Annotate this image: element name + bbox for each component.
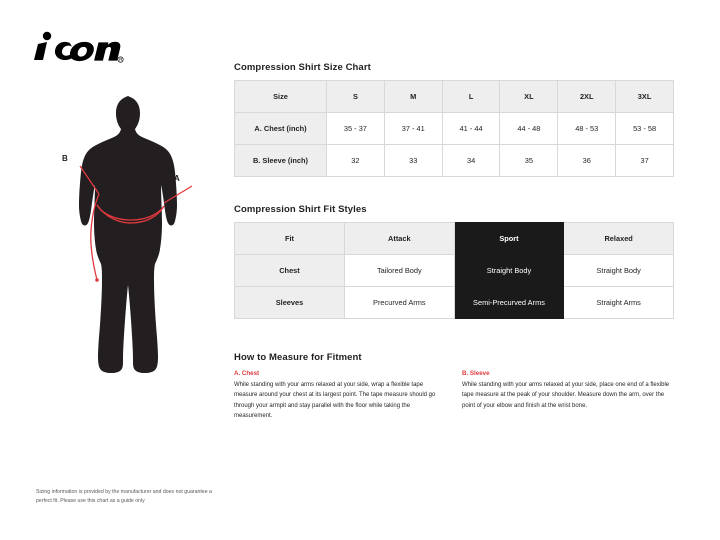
callout-label-a: A <box>174 174 180 183</box>
chest-value-s: 35 - 37 <box>327 113 385 145</box>
fit-col-header-attack: Attack <box>345 223 455 255</box>
fit-col-header-fit: Fit <box>235 223 345 255</box>
sleeve-end-point <box>95 278 99 282</box>
sleeve-value-s: 32 <box>327 145 385 177</box>
chest-value-3xl: 53 - 58 <box>616 113 674 145</box>
how-chest-heading: A. Chest <box>234 370 260 377</box>
how-sleeve-heading: B. Sleeve <box>462 370 490 377</box>
how-to-measure-section <box>234 352 674 421</box>
chest-fit-sport: Straight Body <box>454 255 564 287</box>
fit-styles-title: Compression Shirt Fit Styles <box>234 204 367 215</box>
sleeve-value-3xl: 37 <box>616 145 674 177</box>
sleeve-value-2xl: 36 <box>558 145 616 177</box>
size-col-header-l: L <box>442 81 500 113</box>
body-silhouette <box>79 96 177 373</box>
sleeves-fit-sport: Semi-Precurved Arms <box>454 287 564 319</box>
table-row <box>235 113 674 145</box>
how-sleeve-text: While standing with your arms relaxed at your side, place one end of a flexible tape measure at the peak of your shoulder. Measure down the arm, over the point of your elbow and finish at the wrist bone. <box>462 382 670 409</box>
how-to-measure-columns <box>234 370 674 421</box>
row-label-chest-fit: Chest <box>235 255 345 287</box>
chest-value-l: 41 - 44 <box>442 113 500 145</box>
size-col-header-2xl: 2XL <box>558 81 616 113</box>
fit-styles-section <box>234 204 674 319</box>
chest-fit-relaxed: Straight Body <box>564 255 674 287</box>
size-col-header-m: M <box>384 81 442 113</box>
chest-value-xl: 44 - 48 <box>500 113 558 145</box>
fit-col-header-relaxed: Relaxed <box>564 223 674 255</box>
size-col-header-xl: XL <box>500 81 558 113</box>
sleeve-value-m: 33 <box>384 145 442 177</box>
size-chart-table <box>234 80 674 177</box>
left-illustration-column <box>0 0 230 540</box>
size-col-header-size: Size <box>235 81 327 113</box>
size-chart-section <box>234 62 674 177</box>
size-col-header-s: S <box>327 81 385 113</box>
how-to-measure-sleeve <box>462 370 672 421</box>
row-label-sleeves-fit: Sleeves <box>235 287 345 319</box>
sleeves-fit-attack: Precurved Arms <box>345 287 455 319</box>
how-to-measure-title: How to Measure for Fitment <box>234 352 362 363</box>
size-col-header-3xl: 3XL <box>616 81 674 113</box>
svg-text:R: R <box>119 57 123 63</box>
footer-disclaimer: Sizing information is provided by the manufacturer and does not guarantee a perfect fit. Please use this chart as a guide only <box>36 489 212 504</box>
table-row <box>235 255 674 287</box>
icon-brand-logo <box>34 30 154 66</box>
chest-value-2xl: 48 - 53 <box>558 113 616 145</box>
sleeves-fit-relaxed: Straight Arms <box>564 287 674 319</box>
fit-col-header-sport: Sport <box>454 223 564 255</box>
table-row <box>235 145 674 177</box>
row-label-sleeve: B. Sleeve (inch) <box>235 145 327 177</box>
table-header-row <box>235 81 674 113</box>
sleeve-value-l: 34 <box>442 145 500 177</box>
how-to-measure-chest <box>234 370 444 421</box>
sleeve-value-xl: 35 <box>500 145 558 177</box>
fit-styles-table <box>234 222 674 319</box>
body-measurement-figure <box>50 90 220 470</box>
size-chart-title: Compression Shirt Size Chart <box>234 62 371 73</box>
callout-label-b: B <box>62 154 68 163</box>
how-chest-text: While standing with your arms relaxed at your side, wrap a flexible tape measure around your chest at its largest point. The tape measure should go through your armpit and stay parallel with the floor while taking the measurement. <box>234 382 436 419</box>
chest-fit-attack: Tailored Body <box>345 255 455 287</box>
table-row <box>235 287 674 319</box>
row-label-chest: A. Chest (inch) <box>235 113 327 145</box>
table-header-row <box>235 223 674 255</box>
chest-value-m: 37 - 41 <box>384 113 442 145</box>
